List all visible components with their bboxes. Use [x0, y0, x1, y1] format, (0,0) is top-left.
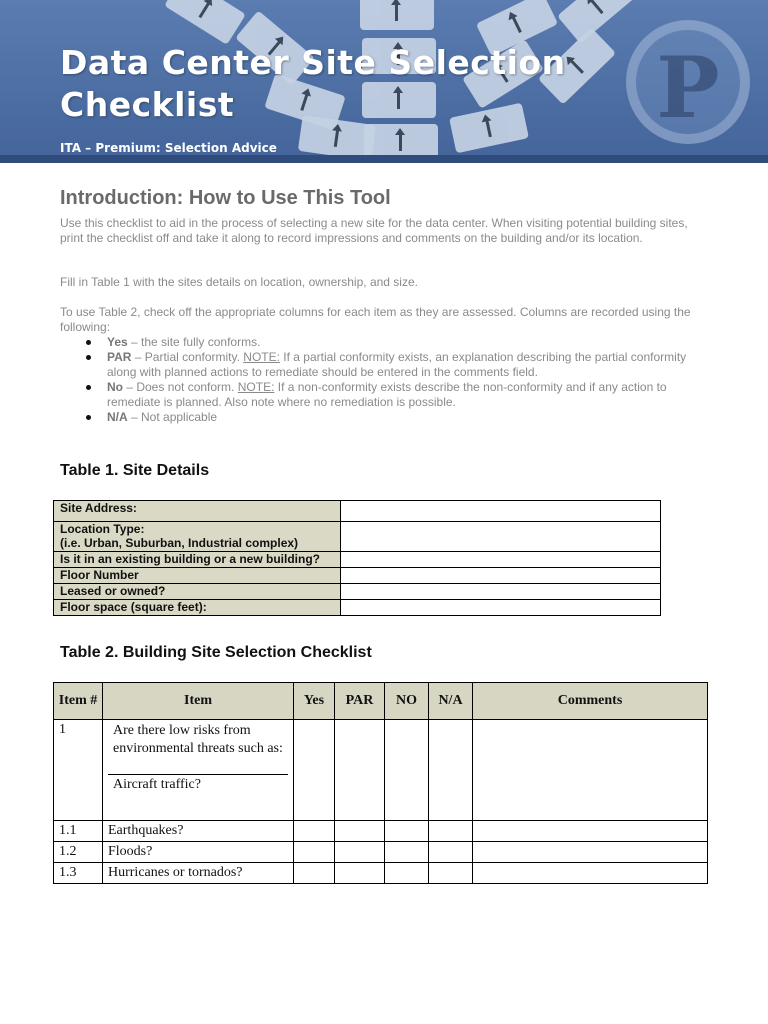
na-checkbox[interactable] — [429, 863, 473, 884]
yes-checkbox[interactable] — [294, 863, 335, 884]
bullet-term: Yes — [107, 335, 128, 349]
site-details-table — [53, 500, 661, 616]
bullet-text: If a partial conformity exists, an explanation describing the partial conformity along with planned actions to remediate should be entered in the comments field. — [107, 350, 687, 379]
na-checkbox[interactable] — [429, 842, 473, 863]
par-checkbox[interactable] — [335, 863, 385, 884]
label-text: Floor Number — [60, 568, 139, 582]
list-item — [82, 410, 712, 425]
item-text: Are there low risks from environmental threats such as: — [108, 721, 288, 775]
comments-field[interactable] — [473, 842, 708, 863]
list-item — [82, 335, 712, 350]
yes-checkbox[interactable] — [294, 842, 335, 863]
comments-field[interactable] — [473, 863, 708, 884]
arrow-card-graphic — [164, 0, 246, 45]
table-row — [54, 552, 661, 568]
table1-heading: Table 1. Site Details — [60, 462, 210, 479]
banner-divider — [0, 155, 768, 163]
item-text: Floods? — [103, 842, 294, 863]
leased-owned-field[interactable] — [341, 584, 661, 600]
comments-field[interactable] — [473, 821, 708, 842]
item-number: 1.3 — [54, 863, 103, 884]
table-header-row — [54, 683, 708, 720]
par-checkbox[interactable] — [335, 821, 385, 842]
na-checkbox[interactable] — [429, 821, 473, 842]
no-checkbox[interactable] — [385, 821, 429, 842]
table-row — [54, 501, 661, 522]
item-number: 1.2 — [54, 842, 103, 863]
col-header-item-number: Item # — [54, 683, 103, 720]
note-label: NOTE: — [243, 350, 280, 364]
site-address-field[interactable] — [341, 501, 661, 522]
no-checkbox[interactable] — [385, 842, 429, 863]
item-number: 1 — [54, 720, 103, 821]
intro-paragraph: Fill in Table 1 with the sites details on location, ownership, and size. — [60, 275, 418, 289]
page-subtitle: ITA – Premium: Selection Advice — [60, 141, 277, 155]
col-header-yes: Yes — [294, 683, 335, 720]
note-label: NOTE: — [237, 380, 275, 394]
no-checkbox[interactable] — [385, 720, 429, 821]
table-row — [54, 821, 708, 842]
table-row — [54, 720, 708, 821]
bullet-text: – Does not conform. — [123, 380, 238, 394]
bullet-term: No — [107, 380, 123, 394]
yes-checkbox[interactable] — [294, 821, 335, 842]
logo-letter: P — [656, 38, 720, 137]
table-row — [54, 568, 661, 584]
item-cell — [103, 720, 294, 821]
label-text: Leased or owned? — [60, 584, 166, 598]
floor-number-field[interactable] — [341, 568, 661, 584]
building-type-field[interactable] — [341, 552, 661, 568]
arrow-card-graphic — [360, 0, 434, 30]
label-text: Location Type: — [60, 522, 145, 536]
table-row — [54, 863, 708, 884]
header-banner — [0, 0, 768, 163]
item-text: Hurricanes or tornados? — [103, 863, 294, 884]
item-text: Earthquakes? — [103, 821, 294, 842]
no-checkbox[interactable] — [385, 863, 429, 884]
comments-field[interactable] — [473, 720, 708, 821]
row-label — [54, 501, 341, 522]
page-title: Data Center Site Selection Checklist — [60, 43, 566, 124]
legend-list — [82, 335, 712, 425]
row-label — [54, 584, 341, 600]
table-row — [54, 584, 661, 600]
label-text: Is it in an existing building or a new building? — [60, 552, 321, 566]
row-label — [54, 552, 341, 568]
col-header-comments: Comments — [473, 683, 708, 720]
bullet-term: PAR — [107, 350, 132, 364]
yes-checkbox[interactable] — [294, 720, 335, 821]
row-label — [54, 522, 341, 552]
table2-heading: Table 2. Building Site Selection Checklist — [60, 644, 372, 661]
bullet-text: – Partial conformity. — [131, 350, 244, 364]
intro-paragraph: To use Table 2, check off the appropriate columns for each item as they are assessed. Columns are recorded using the following: — [60, 305, 691, 334]
table-row — [54, 522, 661, 552]
col-header-no: NO — [385, 683, 429, 720]
table-row — [54, 600, 661, 616]
col-header-item: Item — [103, 683, 294, 720]
par-checkbox[interactable] — [335, 720, 385, 821]
intro-paragraph: Use this checklist to aid in the process of selecting a new site for the data center. When visiting potential building sites, print the checklist off and take it along to record impressions and comments on the building and/or its location. — [60, 216, 688, 245]
location-type-field[interactable] — [341, 522, 661, 552]
col-header-na: N/A — [429, 683, 473, 720]
label-text: Floor space (square feet): — [60, 600, 207, 614]
list-item — [82, 380, 712, 410]
na-checkbox[interactable] — [429, 720, 473, 821]
bullet-text: – Not applicable — [127, 410, 218, 424]
floor-space-field[interactable] — [341, 600, 661, 616]
row-label — [54, 600, 341, 616]
bullet-term: N/A — [107, 410, 128, 424]
label-text: (i.e. Urban, Suburban, Industrial complex) — [60, 536, 299, 550]
intro-heading: Introduction: How to Use This Tool — [60, 187, 391, 209]
bullet-text: If a non-conformity exists describe the non-conformity and if any action to remediate is planned. Also note where no remediation is possible. — [107, 380, 667, 409]
item-number: 1.1 — [54, 821, 103, 842]
par-checkbox[interactable] — [335, 842, 385, 863]
table-row — [54, 842, 708, 863]
col-header-par: PAR — [335, 683, 385, 720]
item-text: Aircraft traffic? — [113, 777, 201, 792]
site-checklist-table — [53, 682, 708, 884]
p-logo — [626, 20, 750, 144]
label-text: Site Address: — [60, 501, 137, 515]
row-label — [54, 568, 341, 584]
bullet-text: – the site fully conforms. — [127, 335, 261, 349]
list-item — [82, 350, 712, 380]
